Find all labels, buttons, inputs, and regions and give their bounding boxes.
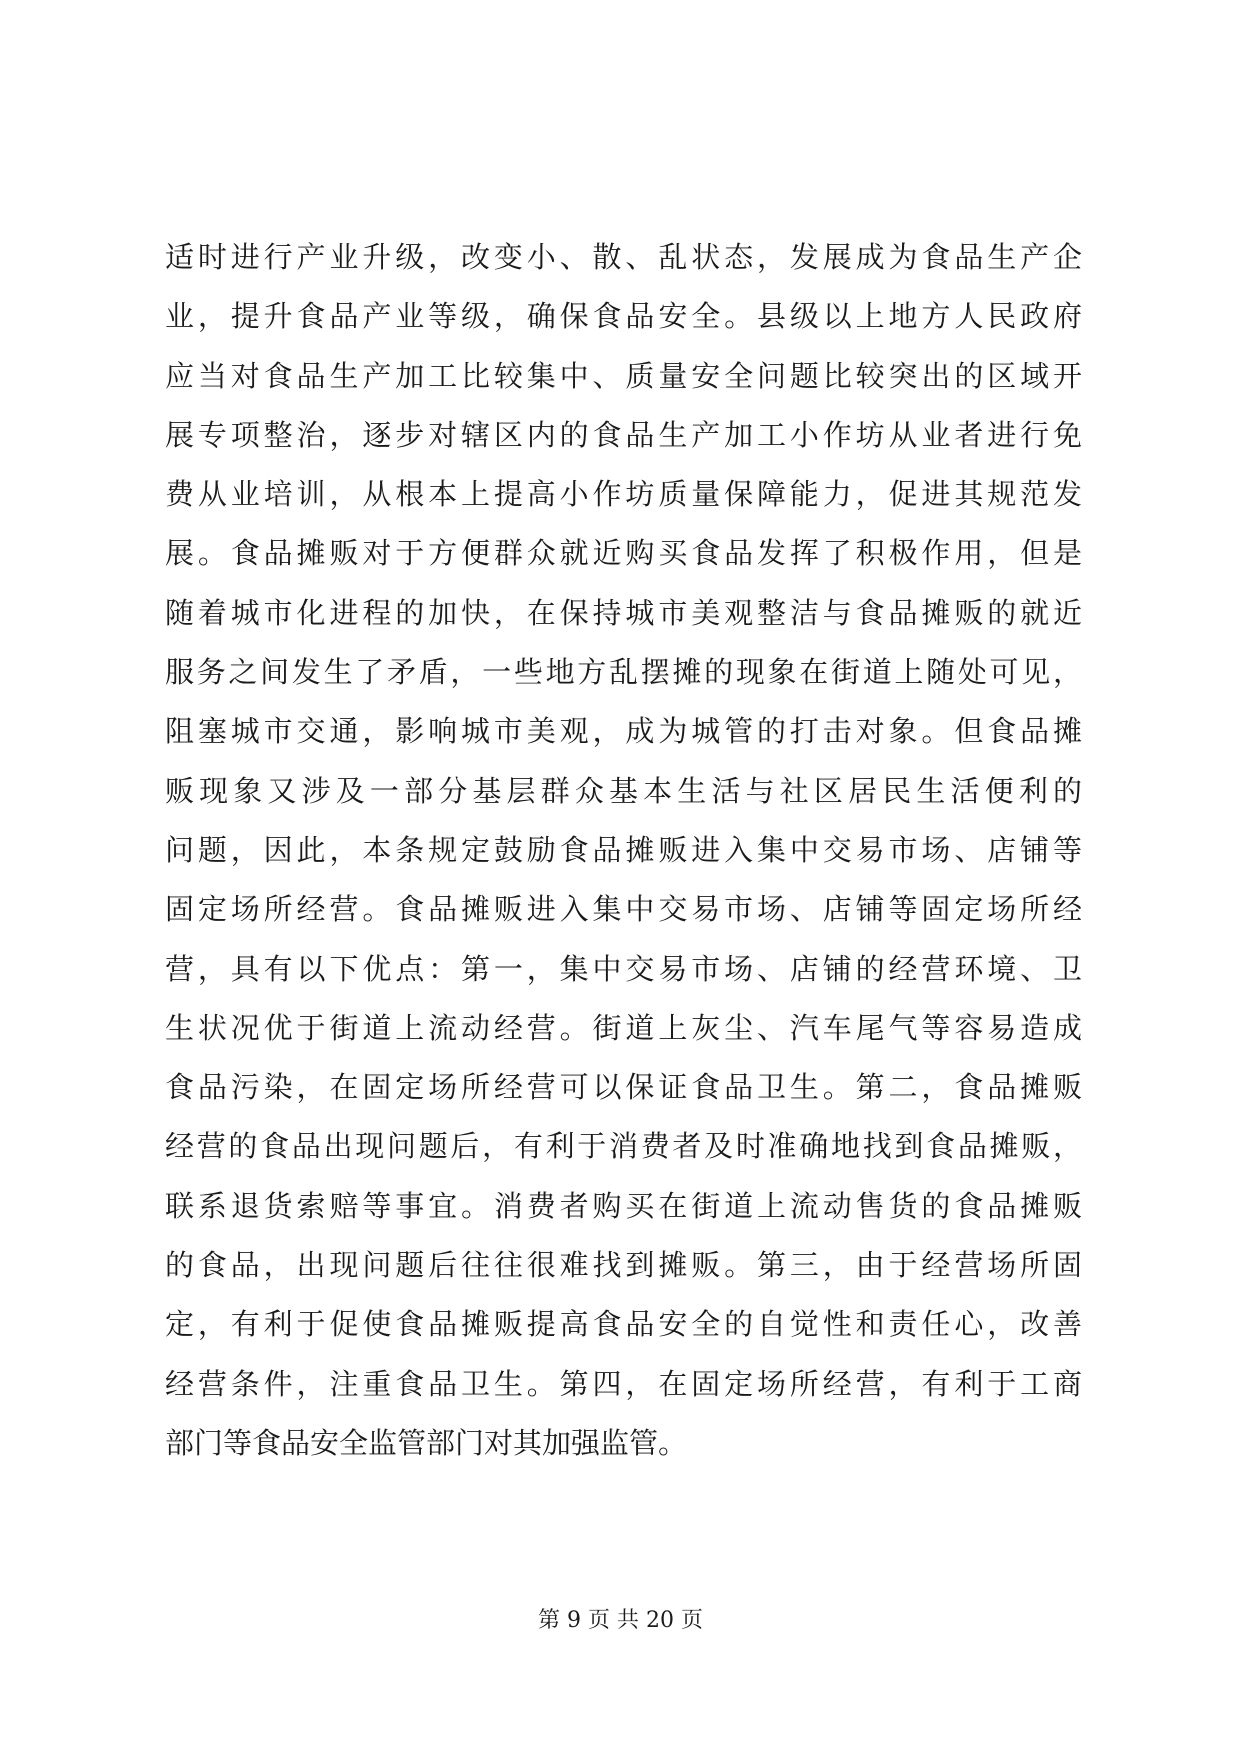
text-line: 经营条件，注重食品卫生。第四，在固定场所经营，有利于工商 — [165, 1366, 1082, 1401]
text-line: 部门等食品安全监管部门对其加强监管。 — [165, 1425, 688, 1460]
text-line: 生状况优于街道上流动经营。街道上灰尘、汽车尾气等容易造成 — [165, 1010, 1082, 1045]
text-line: 业，提升食品产业等级，确保食品安全。县级以上地方人民政府 — [165, 299, 1082, 334]
text-line: 贩现象又涉及一部分基层群众基本生活与社区居民生活便利的 — [165, 773, 1082, 808]
page-number: 第 9 页 共 20 页 — [538, 1608, 703, 1633]
page-footer — [0, 1606, 1241, 1636]
text-line: 食品污染，在固定场所经营可以保证食品卫生。第二，食品摊贩 — [165, 1070, 1082, 1105]
text-line: 适时进行产业升级，改变小、散、乱状态，发展成为食品生产企 — [165, 240, 1082, 274]
text-line: 固定场所经营。食品摊贩进入集中交易市场、店铺等固定场所经 — [165, 892, 1082, 927]
text-line: 随着城市化进程的加快，在保持城市美观整洁与食品摊贩的就近 — [165, 595, 1082, 630]
text-line: 经营的食品出现问题后，有利于消费者及时准确地找到食品摊贩， — [165, 1129, 1082, 1164]
body-paragraph — [165, 228, 1082, 1473]
text-line: 应当对食品生产加工比较集中、质量安全问题比较突出的区域开 — [165, 358, 1082, 393]
text-line: 展专项整治，逐步对辖区内的食品生产加工小作坊从业者进行免 — [165, 417, 1082, 452]
text-line: 营，具有以下优点：第一，集中交易市场、店铺的经营环境、卫 — [165, 951, 1082, 986]
text-line: 阻塞城市交通，影响城市美观，成为城管的打击对象。但食品摊 — [165, 714, 1082, 749]
text-line: 服务之间发生了矛盾，一些地方乱摆摊的现象在街道上随处可见， — [165, 655, 1082, 690]
text-line: 的食品，出现问题后往往很难找到摊贩。第三，由于经营场所固 — [165, 1248, 1082, 1283]
text-line: 问题，因此，本条规定鼓励食品摊贩进入集中交易市场、店铺等 — [165, 832, 1082, 867]
text-line: 定，有利于促使食品摊贩提高食品安全的自觉性和责任心，改善 — [165, 1307, 1082, 1342]
text-line: 展。食品摊贩对于方便群众就近购买食品发挥了积极作用，但是 — [165, 536, 1082, 571]
text-line: 费从业培训，从根本上提高小作坊质量保障能力，促进其规范发 — [165, 477, 1082, 512]
text-line: 联系退货索赔等事宜。消费者购买在街道上流动售货的食品摊贩 — [165, 1188, 1082, 1223]
